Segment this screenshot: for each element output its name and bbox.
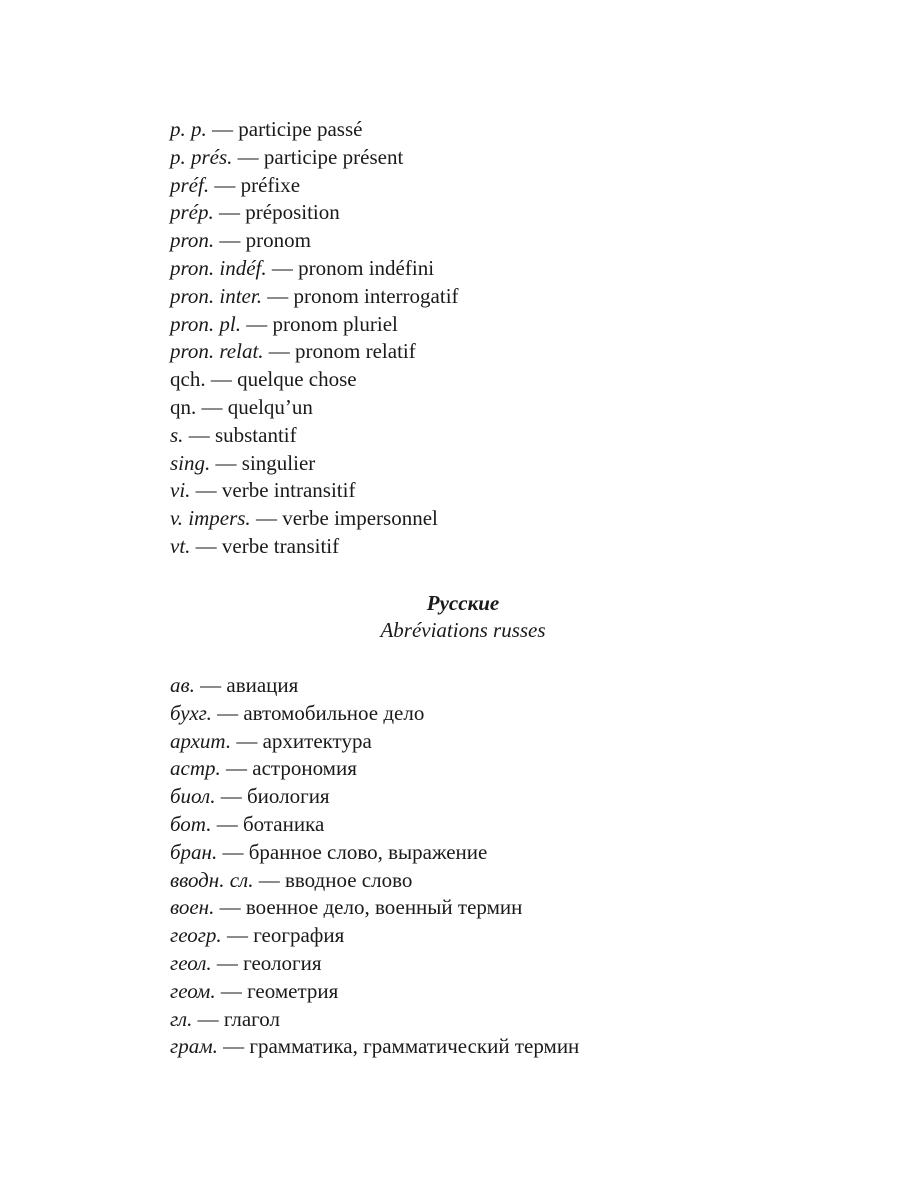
abbreviation: бухг.	[170, 700, 212, 725]
abbreviation: биол.	[170, 784, 216, 809]
dash-separator: —	[261, 283, 294, 308]
abbreviation: v. impers.	[170, 506, 251, 531]
abbreviation-meaning: pronom interrogatif	[293, 283, 459, 308]
abbreviation-meaning: pronom indéfini	[298, 255, 435, 280]
abbreviation-entry	[170, 922, 810, 950]
abbreviation-meaning: ботаника	[242, 811, 325, 836]
abbreviation-entry	[170, 894, 810, 922]
abbreviation-entry	[170, 672, 810, 700]
dash-separator: —	[194, 673, 227, 697]
dash-separator: —	[253, 867, 285, 892]
abbreviation: бот.	[170, 811, 212, 836]
abbreviation-entry	[170, 783, 810, 811]
dash-separator: —	[217, 1034, 250, 1059]
french-abbreviation-list	[170, 116, 810, 561]
dash-separator: —	[231, 728, 263, 753]
dash-separator: —	[209, 172, 241, 197]
abbreviation: воен.	[170, 895, 215, 920]
abbreviation-entry	[170, 255, 810, 283]
abbreviation-meaning: биология	[246, 784, 330, 809]
abbreviation-entry	[170, 728, 810, 756]
dash-separator: —	[196, 394, 228, 419]
abbreviation-meaning: астрономия	[252, 756, 357, 781]
abbreviation-meaning: геология	[243, 950, 322, 975]
abbreviation: pron.	[170, 228, 215, 253]
abbreviation: астр.	[170, 756, 221, 781]
abbreviation-entry	[170, 533, 810, 561]
abbreviation: pron. relat.	[170, 339, 264, 364]
dash-separator: —	[250, 506, 283, 531]
abbreviation-meaning: военное дело, военный термин	[245, 895, 523, 920]
abbreviation-entry	[170, 1033, 810, 1061]
abbreviation-entry	[170, 477, 810, 505]
dash-separator: —	[214, 895, 246, 920]
abbreviation-entry	[170, 366, 810, 394]
dash-separator: —	[215, 978, 248, 1003]
abbreviation-entry	[170, 172, 810, 200]
abbreviation: архит.	[170, 728, 232, 753]
abbreviation-entry	[170, 1006, 810, 1034]
abbreviation-entry	[170, 755, 810, 783]
abbreviation-meaning: грамматика, грамматический термин	[249, 1034, 580, 1059]
abbreviation-meaning: pronom pluriel	[272, 311, 398, 336]
abbreviation: грам.	[170, 1034, 218, 1059]
dash-separator: —	[190, 478, 222, 503]
russian-abbreviation-list	[170, 672, 810, 1061]
abbreviation: prép.	[170, 200, 214, 225]
abbreviation: геом.	[170, 978, 216, 1003]
abbreviation-meaning: pronom	[245, 228, 311, 253]
abbreviation-entry	[170, 338, 810, 366]
abbreviation-entry	[170, 394, 810, 422]
section-subtitle: Abréviations russes	[380, 618, 546, 642]
abbreviation: préf.	[170, 172, 210, 197]
abbreviation-entry	[170, 116, 810, 144]
abbreviation: qch.	[170, 367, 206, 392]
dash-separator: —	[211, 950, 244, 975]
dash-separator: —	[266, 255, 299, 280]
abbreviation-meaning: verbe impersonnel	[282, 506, 438, 531]
abbreviation-meaning: бранное слово, выражение	[248, 839, 488, 864]
abbreviation-meaning: pronom relatif	[295, 339, 416, 364]
dash-separator: —	[232, 144, 264, 169]
abbreviation-meaning: verbe intransitif	[221, 478, 356, 503]
dash-separator: —	[220, 756, 253, 781]
abbreviation: геогр.	[170, 923, 222, 948]
abbreviation-meaning: quelque chose	[237, 367, 357, 392]
abbreviation-entry	[170, 700, 810, 728]
abbreviation: p. prés.	[170, 144, 233, 169]
abbreviation-meaning: геометрия	[247, 978, 339, 1003]
abbreviation-meaning: participe présent	[263, 144, 404, 169]
dash-separator: —	[217, 839, 249, 864]
abbreviation-meaning: география	[253, 923, 345, 948]
dash-separator: —	[210, 450, 242, 475]
abbreviation-entry	[170, 144, 810, 172]
abbreviation-meaning: verbe transitif	[221, 533, 340, 558]
dash-separator: —	[211, 811, 243, 836]
abbreviation: s.	[170, 422, 184, 447]
abbreviation-meaning: participe passé	[238, 117, 363, 141]
abbreviation: бран.	[170, 839, 218, 864]
abbreviation: p. p.	[170, 117, 207, 141]
dash-separator: —	[215, 784, 247, 809]
abbreviation-entry	[170, 811, 810, 839]
abbreviation-meaning: автомобильное дело	[243, 700, 425, 725]
abbreviation-meaning: архитектура	[262, 728, 372, 753]
dash-separator: —	[263, 339, 296, 364]
abbreviation-meaning: глагол	[223, 1006, 280, 1031]
abbreviation-entry	[170, 422, 810, 450]
dash-separator: —	[240, 311, 273, 336]
dash-separator: —	[214, 228, 246, 253]
abbreviation-entry	[170, 283, 810, 311]
abbreviation-entry	[170, 867, 810, 895]
russian-section-heading	[0, 590, 900, 644]
dash-separator: —	[221, 923, 254, 948]
abbreviation-entry	[170, 227, 810, 255]
abbreviation: pron. indéf.	[170, 255, 267, 280]
dash-separator: —	[183, 422, 215, 447]
abbreviation-entry	[170, 450, 810, 478]
abbreviation: ав.	[170, 673, 195, 697]
dash-separator: —	[205, 367, 238, 392]
abbreviation-meaning: préfixe	[240, 172, 301, 197]
dash-separator: —	[211, 700, 244, 725]
abbreviation-entry	[170, 199, 810, 227]
abbreviation: vi.	[170, 478, 191, 503]
abbreviation-meaning: substantif	[214, 422, 297, 447]
abbreviation: qn.	[170, 394, 197, 419]
abbreviation-meaning: quelqu’un	[227, 394, 313, 419]
abbreviation: гл.	[170, 1006, 193, 1031]
abbreviation-meaning: вводное слово	[284, 867, 413, 892]
dash-separator: —	[192, 1006, 224, 1031]
abbreviation-meaning: préposition	[245, 200, 340, 225]
abbreviation-entry	[170, 505, 810, 533]
abbreviation-meaning: авиация	[226, 673, 299, 697]
abbreviation: vt.	[170, 533, 191, 558]
dash-separator: —	[206, 117, 239, 141]
abbreviation: геол.	[170, 950, 212, 975]
abbreviation: pron. inter.	[170, 283, 262, 308]
dash-separator: —	[190, 533, 222, 558]
abbreviation-entry	[170, 839, 810, 867]
abbreviation-meaning: singulier	[241, 450, 316, 475]
abbreviation: sing.	[170, 450, 211, 475]
section-title: Русские	[426, 591, 500, 615]
abbreviation-entry	[170, 978, 810, 1006]
abbreviation: вводн. сл.	[170, 867, 254, 892]
dash-separator: —	[213, 200, 246, 225]
abbreviation-entry	[170, 950, 810, 978]
abbreviation-entry	[170, 311, 810, 339]
abbreviation: pron. pl.	[170, 311, 241, 336]
